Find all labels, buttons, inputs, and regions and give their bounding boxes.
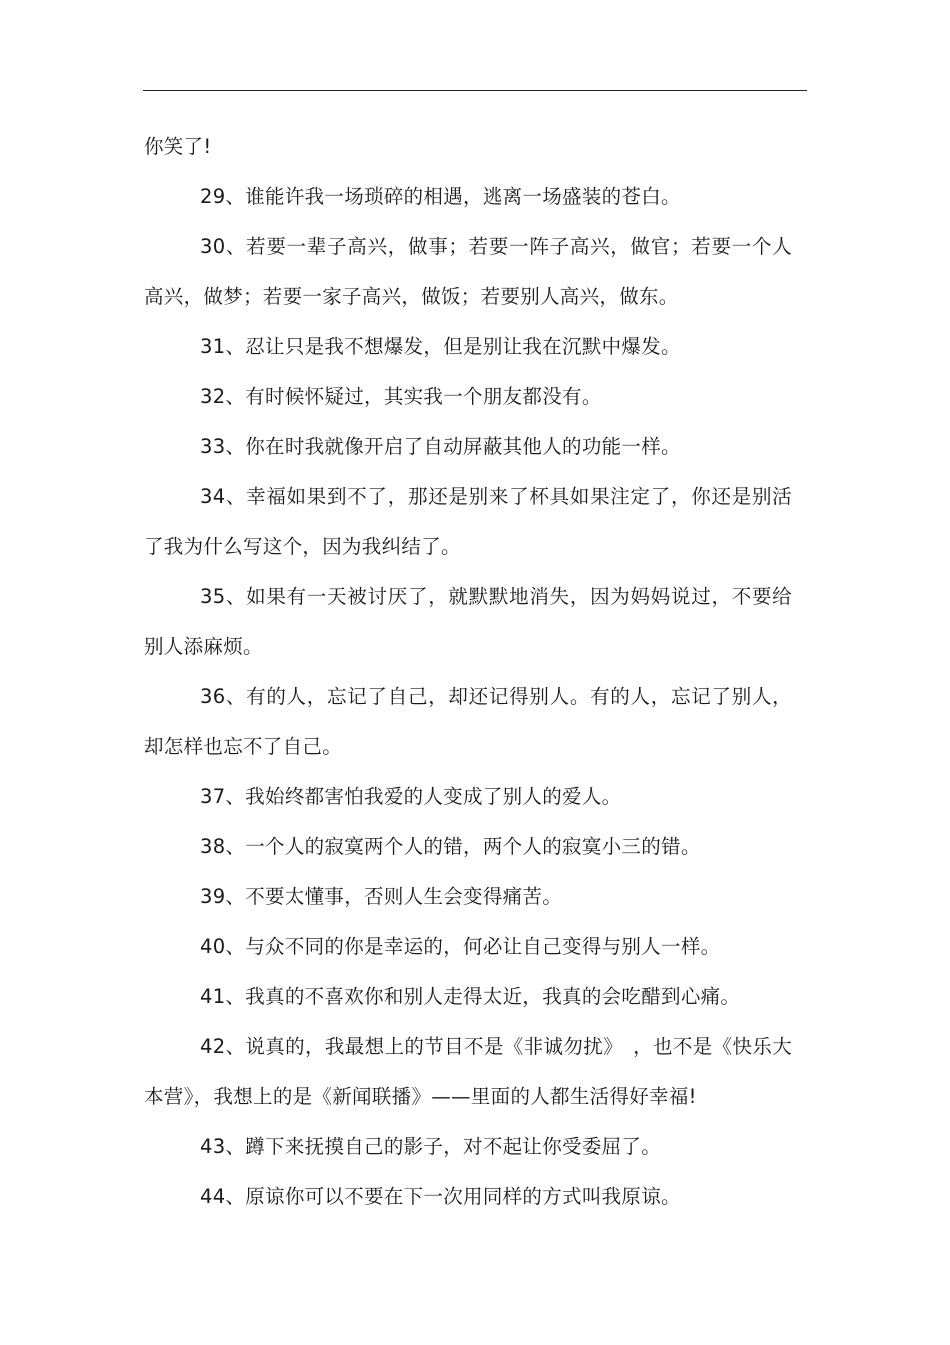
paragraph: 44、原谅你可以不要在下一次用同样的方式叫我原谅。 [200, 1185, 681, 1208]
paragraph: 34、幸福如果到不了，那还是别来了杯具如果注定了，你还是别活了我为什么写这个，因为我纠结了。 [144, 485, 792, 558]
body-text [144, 122, 792, 1222]
header-rule [143, 90, 807, 91]
paragraph: 33、你在时我就像开启了自动屏蔽其他人的功能一样。 [200, 435, 681, 458]
paragraph: 37、我始终都害怕我爱的人变成了别人的爱人。 [200, 785, 622, 808]
paragraph: 36、有的人，忘记了自己，却还记得别人。有的人，忘记了别人，却怎样也忘不了自己。 [144, 685, 792, 758]
paragraph: 35、如果有一天被讨厌了，就默默地消失，因为妈妈说过，不要给别人添麻烦。 [144, 585, 792, 658]
paragraph: 29、谁能许我一场琐碎的相遇，逃离一场盛装的苍白。 [200, 185, 681, 208]
paragraph: 32、有时候怀疑过，其实我一个朋友都没有。 [200, 385, 602, 408]
paragraph: 41、我真的不喜欢你和别人走得太近，我真的会吃醋到心痛。 [200, 985, 741, 1008]
paragraph: 43、蹲下来抚摸自己的影子，对不起让你受委屈了。 [200, 1135, 662, 1158]
paragraph: 39、不要太懂事，否则人生会变得痛苦。 [200, 885, 563, 908]
paragraph: 40、与众不同的你是幸运的，何必让自己变得与别人一样。 [200, 935, 721, 958]
paragraph: 你笑了! [144, 135, 212, 158]
paragraph: 31、忍让只是我不想爆发，但是别让我在沉默中爆发。 [200, 335, 681, 358]
paragraph: 42、说真的，我最想上的节目不是《非诚勿扰》 ，也不是《快乐大本营》，我想上的是《新闻联播》——里面的人都生活得好幸福! [144, 1035, 792, 1108]
paragraph: 30、若要一辈子高兴，做事；若要一阵子高兴，做官；若要一个人高兴，做梦；若要一家子高兴，做饭；若要别人高兴，做东。 [144, 235, 792, 308]
paragraph: 38、一个人的寂寞两个人的错，两个人的寂寞小三的错。 [200, 835, 701, 858]
